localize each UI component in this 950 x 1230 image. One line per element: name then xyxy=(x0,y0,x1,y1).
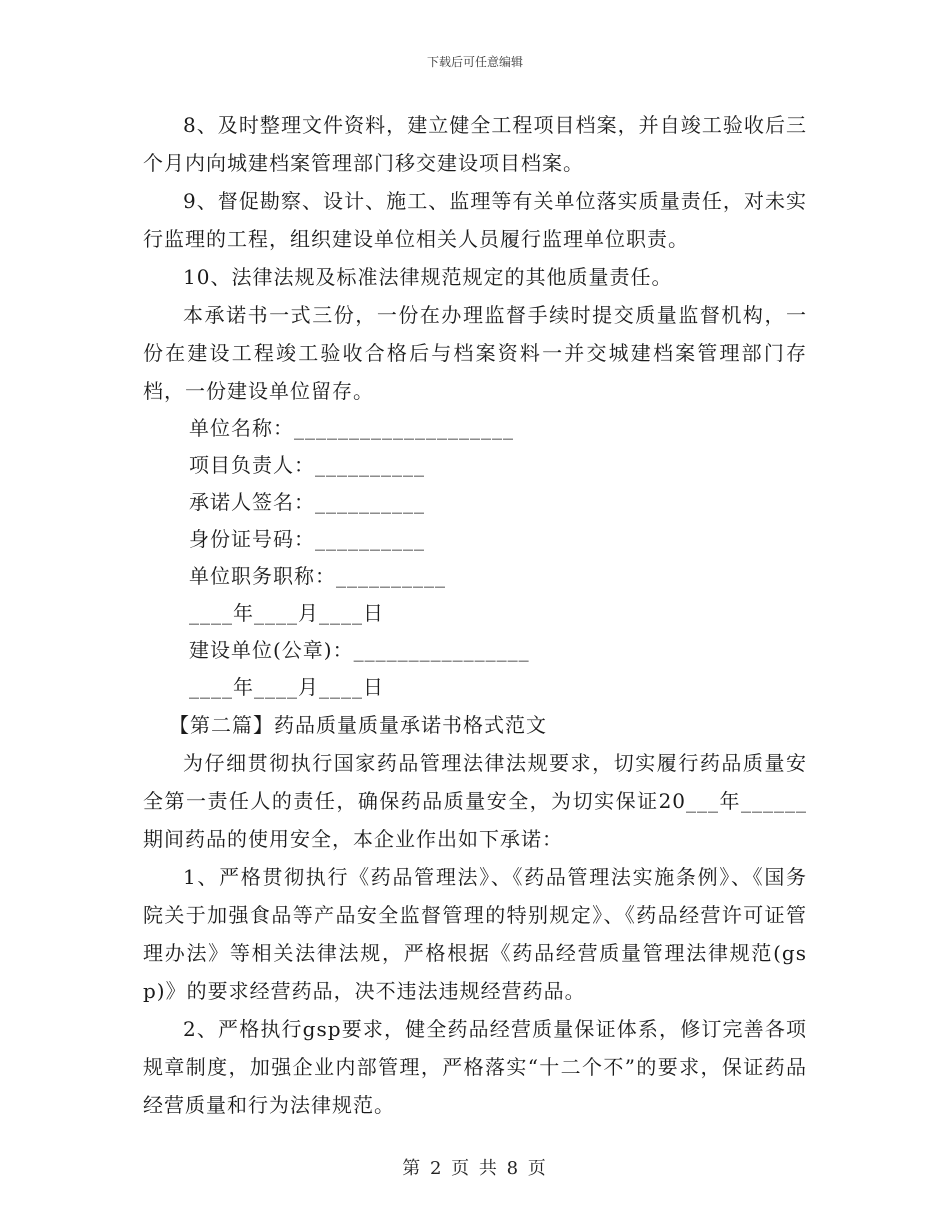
field-id-number: 身份证号码：__________ xyxy=(189,527,425,551)
page-number: 第 2 页 共 8 页 xyxy=(402,1158,548,1179)
page-header-note: 下载后可任意编辑 xyxy=(426,55,523,69)
document-body xyxy=(143,106,807,1124)
paragraph-item-9: 9、督促勘察、设计、施工、监理等有关单位落实质量责任，对未实行监理的工程，组织建设单位相关人员履行监理单位职责。 xyxy=(143,189,807,251)
paragraph-copies-note: 本承诺书一式三份，一份在办理监督手续时提交质量监督机构，一份在建设工程竣工验收合格后与档案资料一并交城建档案管理部门存档，一份建设单位留存。 xyxy=(143,303,807,403)
paragraph-commitment-2: 2、严格执行gsp要求，健全药品经营质量保证体系，修订完善各项规章制度，加强企业内部管理，严格落实“十二个不”的要求，保证药品经营质量和行为法律规范。 xyxy=(143,1017,807,1117)
paragraph-item-10: 10、法律法规及标准法律规范规定的其他质量责任。 xyxy=(183,265,673,289)
field-date: ____年____月____日 xyxy=(189,601,384,625)
field-date-2: ____年____月____日 xyxy=(189,675,384,699)
paragraph-commitment-1: 1、严格贯彻执行《药品管理法》、《药品管理法实施条例》、《国务院关于加强食品等产品安全监督管理的特别规定》、《药品经营许可证管理办法》等相关法律法规，严格根据《药品经营质量管理法律规范(gsp)》的要求经营药品，决不违法违规经营药品。 xyxy=(143,865,807,1003)
paragraph-item-8: 8、及时整理文件资料，建立健全工程项目档案，并自竣工验收后三个月内向城建档案管理部门移交建设项目档案。 xyxy=(143,113,807,175)
field-seal: 建设单位(公章)：________________ xyxy=(189,638,530,662)
field-signature: 承诺人签名：__________ xyxy=(189,490,425,514)
field-unit-name: 单位名称：____________________ xyxy=(189,416,514,440)
section-title: 【第二篇】药品质量质量承诺书格式范文 xyxy=(169,713,547,737)
paragraph-intro: 为仔细贯彻执行国家药品管理法律法规要求，切实履行药品质量安全第一责任人的责任，确保药品质量安全，为切实保证20___年______期间药品的使用安全，本企业作出如下承诺： xyxy=(143,751,807,851)
field-project-leader: 项目负责人：__________ xyxy=(189,453,425,477)
field-job-title: 单位职务职称：__________ xyxy=(189,564,446,588)
